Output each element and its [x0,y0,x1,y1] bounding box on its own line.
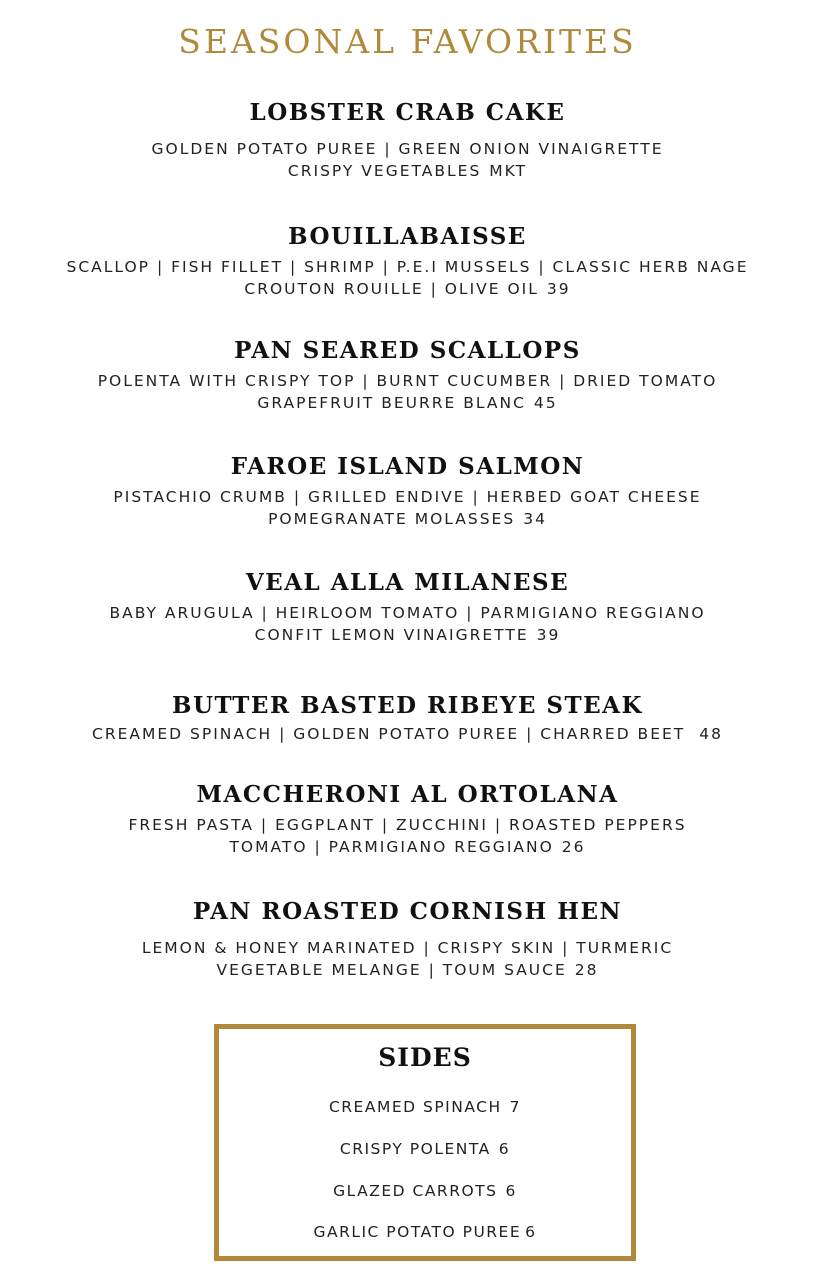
menu-item [0,222,815,300]
menu-item-price: 34 [523,510,547,528]
menu-item-description-line2: CONFIT LEMON VINAIGRETTE 39 [254,626,561,644]
menu-item-name: PAN ROASTED CORNISH HEN [192,898,623,925]
side-item-price: 7 [509,1098,522,1116]
menu-item-description-line2: CRISPY VEGETABLES MKT [287,162,528,180]
sides-box [214,1024,636,1261]
menu-item-price: 39 [546,280,571,298]
side-item: CREAMED SPINACH 7 [328,1098,522,1116]
menu-item-description: LEMON & HONEY MARINATED | CRISPY SKIN | TURMERIC [141,939,674,957]
menu-item-description: PISTACHIO CRUMB | GRILLED ENDIVE | HERBED GOAT CHEESE [113,488,702,506]
menu-item-description: BABY ARUGULA | HEIRLOOM TOMATO | PARMIGIANO REGGIANO [109,604,706,622]
menu-item [0,897,815,981]
menu-item-description: POLENTA WITH CRISPY TOP | BURNT CUCUMBER | DRIED TOMATO [97,372,718,390]
menu-item-name: VEAL ALLA MILANESE [245,569,570,596]
menu-item [0,568,815,646]
menu-item-price: 48 [699,725,723,743]
menu-item-description-line2: TOMATO | PARMIGIANO REGGIANO 26 [229,838,586,856]
menu-item-description: CREAMED SPINACH | GOLDEN POTATO PUREE | CHARRED BEET 48 [92,725,723,743]
menu-item-price: 28 [574,961,599,979]
menu-item-description: FRESH PASTA | EGGPLANT | ZUCCHINI | ROASTED PEPPERS [128,816,687,834]
menu-item [0,336,815,414]
menu-item-name: MACCHERONI AL ORTOLANA [196,781,619,808]
menu-item-price: 45 [533,394,558,412]
side-item: CRISPY POLENTA 6 [339,1140,511,1158]
sides-title: SIDES [378,1043,472,1072]
menu-item-description-line2: POMEGRANATE MOLASSES 34 [268,510,547,528]
menu-item-description-line2: VEGETABLE MELANGE | TOUM SAUCE 28 [216,961,599,979]
menu-item-price: MKT [489,162,528,180]
side-item: GLAZED CARROTS 6 [333,1182,517,1200]
menu-item-name: BOUILLABAISSE [288,223,527,250]
side-item-price: 6 [525,1223,537,1241]
menu-item-description: SCALLOP | FISH FILLET | SHRIMP | P.E.I MUSSELS | CLASSIC HERB NAGE [66,258,749,276]
menu-item [0,780,815,858]
menu-item [0,452,815,530]
menu-item-description: GOLDEN POTATO PUREE | GREEN ONION VINAIGRETTE [151,140,664,158]
menu-item [0,98,815,182]
side-item-price: 6 [498,1140,511,1158]
menu-item-name: BUTTER BASTED RIBEYE STEAK [172,692,643,719]
menu-item [0,691,815,745]
menu-item-price: 26 [561,838,586,856]
menu-item-name: PAN SEARED SCALLOPS [234,337,581,364]
side-item: GARLIC POTATO PUREE 6 [313,1223,537,1241]
page-title: SEASONAL FAVORITES [178,22,637,61]
menu-item-name: FAROE ISLAND SALMON [230,453,585,480]
side-item-price: 6 [505,1182,517,1200]
menu-item-description-line2: GRAPEFRUIT BEURRE BLANC 45 [257,394,558,412]
menu-item-price: 39 [536,626,561,644]
menu-item-name: LOBSTER CRAB CAKE [249,99,566,126]
menu-item-description-line2: CROUTON ROUILLE | OLIVE OIL 39 [244,280,571,298]
